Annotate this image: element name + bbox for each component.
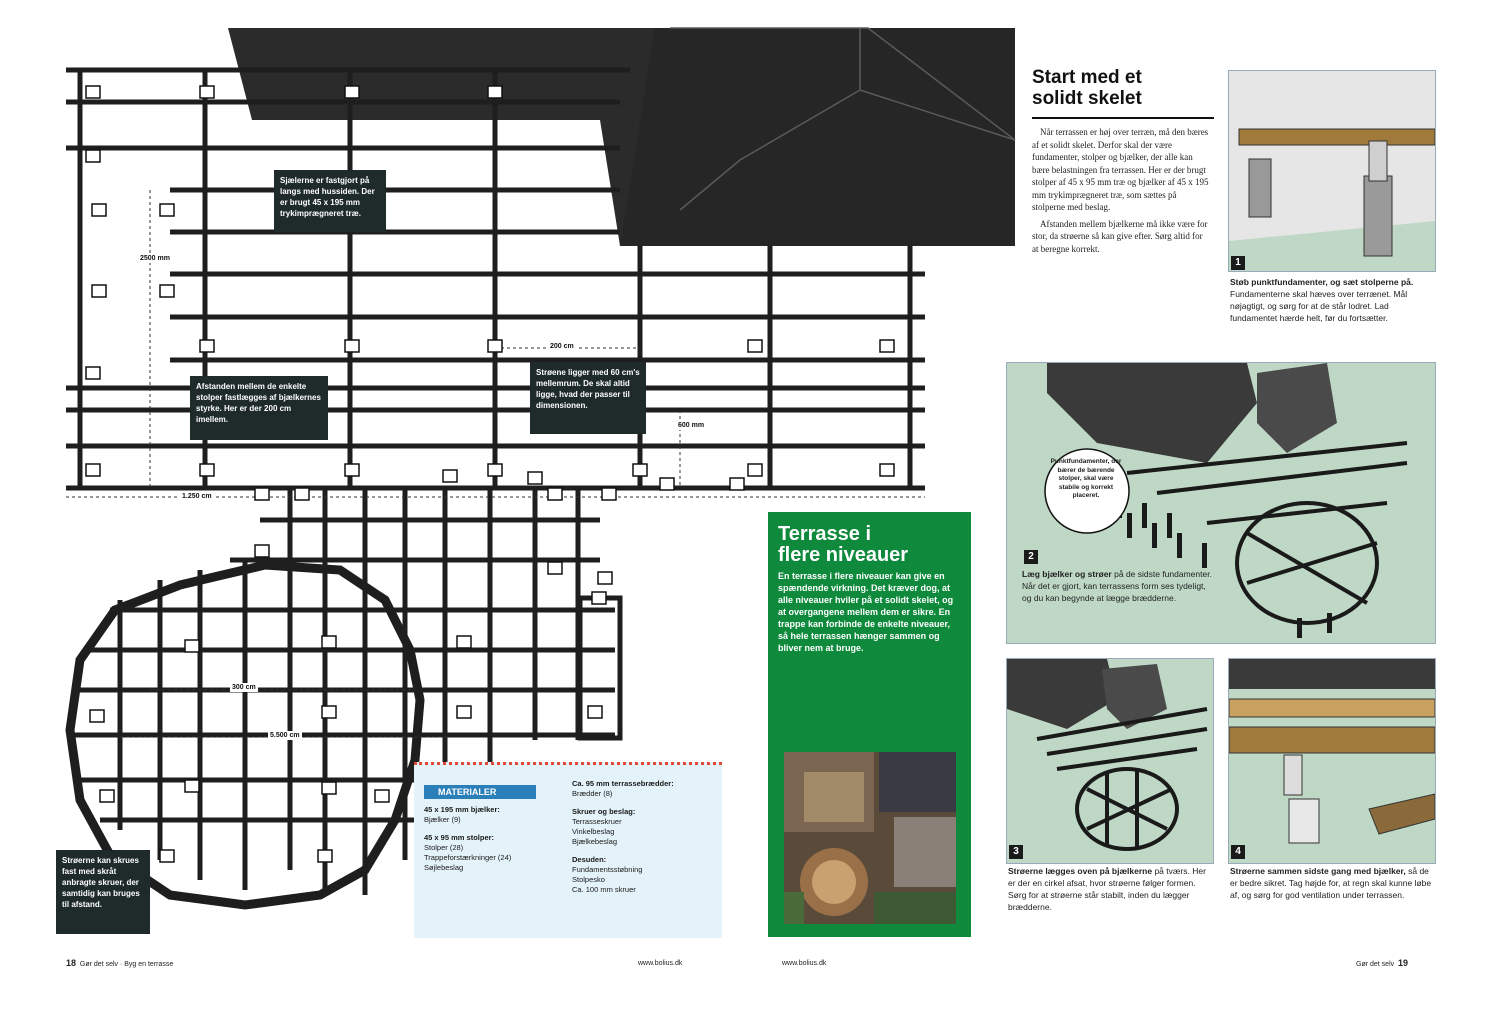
page-number-right: 19	[1398, 958, 1409, 968]
dim-label: 2500 mm	[140, 255, 170, 262]
step-4-drawing	[1229, 659, 1435, 863]
dim-label: 5.500 cm	[270, 732, 300, 739]
terrace-photo	[784, 752, 956, 924]
article-title: Start med et solidt skelet	[1032, 67, 1142, 109]
footer-url-left: www.bolius.dk	[638, 960, 683, 967]
footer-left	[66, 958, 173, 968]
dim-label: 300 cm	[232, 684, 256, 691]
plan-callout-post-spacing: Afstanden mellem de enkelte stolper fastlægges af bjælkernes styrke. Her er der 200 cm imellem.	[190, 376, 328, 440]
footer-left-text: Gør det selv · Byg en terrasse	[79, 961, 174, 968]
step-1-illustration	[1228, 70, 1436, 272]
footer-right-text: Gør det selv	[1356, 961, 1395, 968]
plan-callout-beams: Sjælerne er fastgjort på langs med hussiden. Der er brugt 45 x 195 mm trykimprægneret træ.	[274, 170, 386, 232]
step-2-bubble-text: Punktfundamenter, der bærer de bærende stolper, skal være stabile og korrekt placeret.	[1050, 458, 1122, 499]
materials-item: Bjælker (9)	[424, 815, 461, 824]
step-2-caption: Læg bjælker og strøer på de sidste fundamenter. Når det er gjort, kan terrassens form ses tydeligt, og du kan begynde at lægge brædderne.	[1022, 569, 1212, 603]
materials-item: Stolper (28)	[424, 843, 464, 852]
article-paragraph: Når terrassen er høj over terræn, må den bæres af et solidt skelet. Derfor skal der være fundamenter, stolper og bjælker, der alle kan bære belastningen fra terrassen. Her er der brugt stolper af 45 x 95 mm træ og bjælker af 45 x 195 mm trykimprægneret træ, som sættes på stolperne med beslag.	[1032, 127, 1209, 212]
materials-item: Bjælkebeslag	[572, 837, 618, 846]
materials-item: Ca. 100 mm skruer	[572, 885, 636, 894]
step-4-caption: Strøerne sammen sidste gang med bjælker, så de er bedre sikret. Tag højde for, at regn skal kunne løbe af, og sørg for god ventilation under terrassen.	[1230, 866, 1432, 900]
dim-label: 600 mm	[678, 422, 705, 429]
materials-col-2	[572, 779, 717, 895]
plan-callout-screws: Strøerne kan skrues fast med skråt anbragte skruer, der samtidig kan bruges til afstand.	[56, 850, 150, 934]
materials-group-title: Skruer og beslag:	[572, 807, 636, 816]
materials-item: Stolpesko	[572, 875, 605, 884]
dim-label: 200 cm	[550, 343, 574, 350]
materials-group-title: Ca. 95 mm terrassebrædder:	[572, 779, 674, 788]
page-number-left: 18	[66, 958, 77, 968]
footer-right	[1356, 958, 1408, 968]
materials-group-title: Desuden:	[572, 855, 607, 864]
article-paragraph: Afstanden mellem bjælkerne må ikke være for stor, da strøerne så kan give efter. Sørg altid for at beregne korrekt.	[1032, 218, 1208, 254]
footer-url-right: www.bolius.dk	[782, 960, 827, 967]
materials-item: Trappeforstærkninger (24)	[424, 853, 512, 862]
materials-group-title: 45 x 95 mm stolper:	[424, 833, 495, 842]
dim-label: 1.250 cm	[182, 493, 212, 500]
step-number: 3	[1009, 845, 1023, 859]
materials-box	[414, 762, 722, 938]
materials-item: Fundamentsstøbning	[572, 865, 643, 874]
step-1-drawing	[1229, 71, 1435, 271]
materials-item: Søjlebeslag	[424, 863, 464, 872]
materials-header: MATERIALER	[424, 785, 536, 799]
materials-group-title: 45 x 195 mm bjælker:	[424, 805, 500, 814]
step-number: 1	[1231, 256, 1245, 270]
step-3-drawing	[1007, 659, 1213, 863]
step-3-illustration	[1006, 658, 1214, 864]
article-body	[1032, 126, 1210, 259]
levels-sidebar	[768, 512, 971, 937]
step-4-illustration	[1228, 658, 1436, 864]
step-3-caption: Strøerne lægges oven på bjælkerne på tværs. Her er der en cirkel afsat, hvor strøerne følger formen. Sørg for at strøerne står stabilt, inden du lægger brædderne.	[1008, 866, 1206, 912]
sidebar-title: Terrasse i flere niveauer	[778, 523, 909, 566]
sidebar-text: En terrasse i flere niveauer kan give en spændende virkning. Det kræver dog, at alle niveauer hviler på et solidt skelet, og at overgangene mellem dem er sikre. En trappe kan forbinde de enkelte niveauer, så hele terrassen hænger sammen og bliver nem at bruge.	[778, 571, 954, 653]
materials-item: Terrasseskruer	[572, 817, 622, 826]
step-number: 4	[1231, 845, 1245, 859]
plan-callout-joist-spacing: Strøene ligger med 60 cm's mellemrum. De skal altid ligge, hvad der passer til dimensionen.	[530, 362, 646, 434]
materials-col-1	[424, 805, 564, 873]
title-rule	[1032, 117, 1214, 119]
step-number: 2	[1024, 550, 1038, 564]
step-1-caption: Støb punktfundamenter, og sæt stolperne på. Fundamenterne skal hæves over terrænet. Mål nøjagtigt, og sørg for at de står lodret. Lad fundamentet hærde helt, før du fortsætter.	[1230, 277, 1414, 323]
materials-item: Brædder (8)	[572, 789, 613, 798]
materials-item: Vinkelbeslag	[572, 827, 615, 836]
